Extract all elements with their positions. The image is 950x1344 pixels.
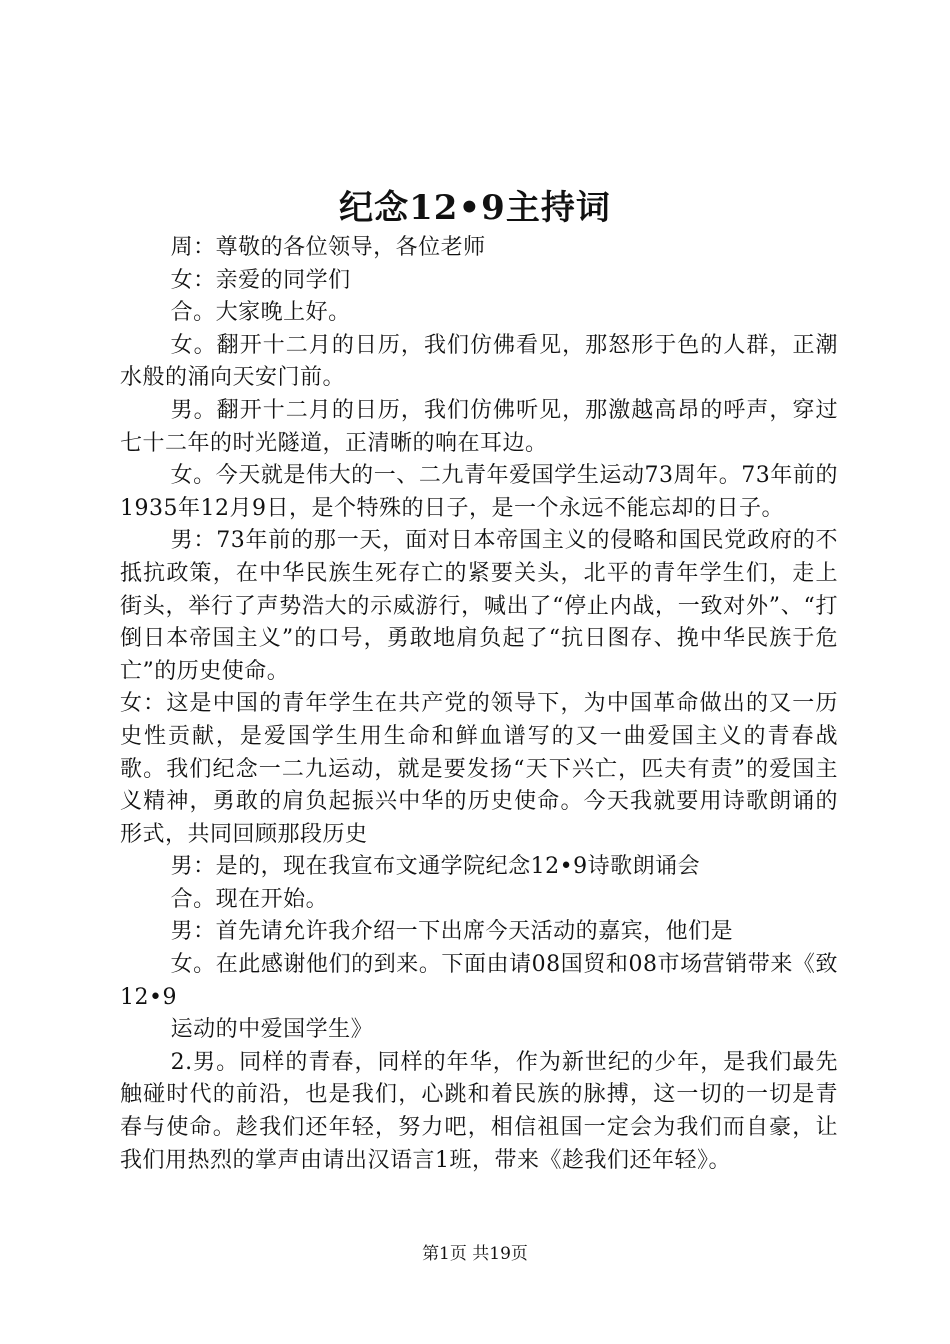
paragraph-male-history: 男：73年前的那一天，面对日本帝国主义的侵略和国民党政府的不抵抗政策，在中华民族生死存亡的紧要关头，北平的青年学生们，走上街头，举行了声势浩大的示威游行，喊出了“停止内战，一致对外”、“打倒日本帝国主义”的口号，勇敢地肩负起了“抗日图存、挽中华民族于危亡”的历史使命。 (120, 528, 838, 684)
paragraph-female-significance: 女：这是中国的青年学生在共产党的领导下，为中国革命做出的又一历史性贡献，是爱国学生用生命和鲜血谱写的又一曲爱国主义的青春战歌。我们纪念一二九运动，就是要发扬“天下兴亡，匹夫有责”的爱国主义精神，勇敢的肩负起振兴中华的历史使命。今天我就要用诗歌朗诵的形式，共同回顾那段历史 (120, 691, 838, 847)
paragraph-male-announcement: 男：是的，现在我宣布文通学院纪念12•9诗歌朗诵会 (170, 854, 701, 880)
paragraph-male-youth: 2.男。同样的青春，同样的年华，作为新世纪的少年，是我们最先触碰时代的前沿，也是我们，心跳和着民族的脉搏，这一切的一切是青春与使命。趁我们还年轻，努力吧，相信祖国一定会为我们而自豪，让我们用热烈的掌声由请出汉语言1班，带来《趁我们还年轻》。 (120, 1049, 838, 1173)
page-footer: 第1页 共19页 (422, 1244, 528, 1264)
paragraph-female-anniversary: 女。今天就是伟大的一、二九青年爱国学生运动73周年。73年前的1935年12月9日，是个特殊的日子，是一个永远不能忘却的日子。 (120, 463, 838, 521)
paragraph-male-calendar: 男。翻开十二月的日历，我们仿佛听见，那激越高昂的呼声，穿过七十二年的时光隧道，正清晰的响在耳边。 (120, 397, 838, 456)
paragraph-greeting-zhou: 周：尊敬的各位领导，各位老师 (170, 235, 486, 260)
paragraph-together-start: 合。现在开始。 (170, 886, 329, 912)
paragraph-greeting-together: 合。大家晚上好。 (170, 300, 351, 326)
paragraph-female-calendar: 女。翻开十二月的日历，我们仿佛看见，那怒形于色的人群，正潮水般的涌向天安门前。 (120, 332, 838, 391)
paragraph-program-title-continued: 运动的中爱国学生》 (170, 1017, 374, 1043)
paragraph-greeting-female: 女：亲爱的同学们 (170, 267, 351, 293)
document-body (120, 232, 838, 1177)
document-title: 纪念12•9主持词 (339, 188, 611, 228)
paragraph-female-thanks: 女。在此感谢他们的到来。下面由请08国贸和08市场营销带来《致12•9 (120, 952, 838, 1010)
paragraph-male-guests: 男：首先请允许我介绍一下出席今天活动的嘉宾，他们是 (170, 919, 734, 945)
